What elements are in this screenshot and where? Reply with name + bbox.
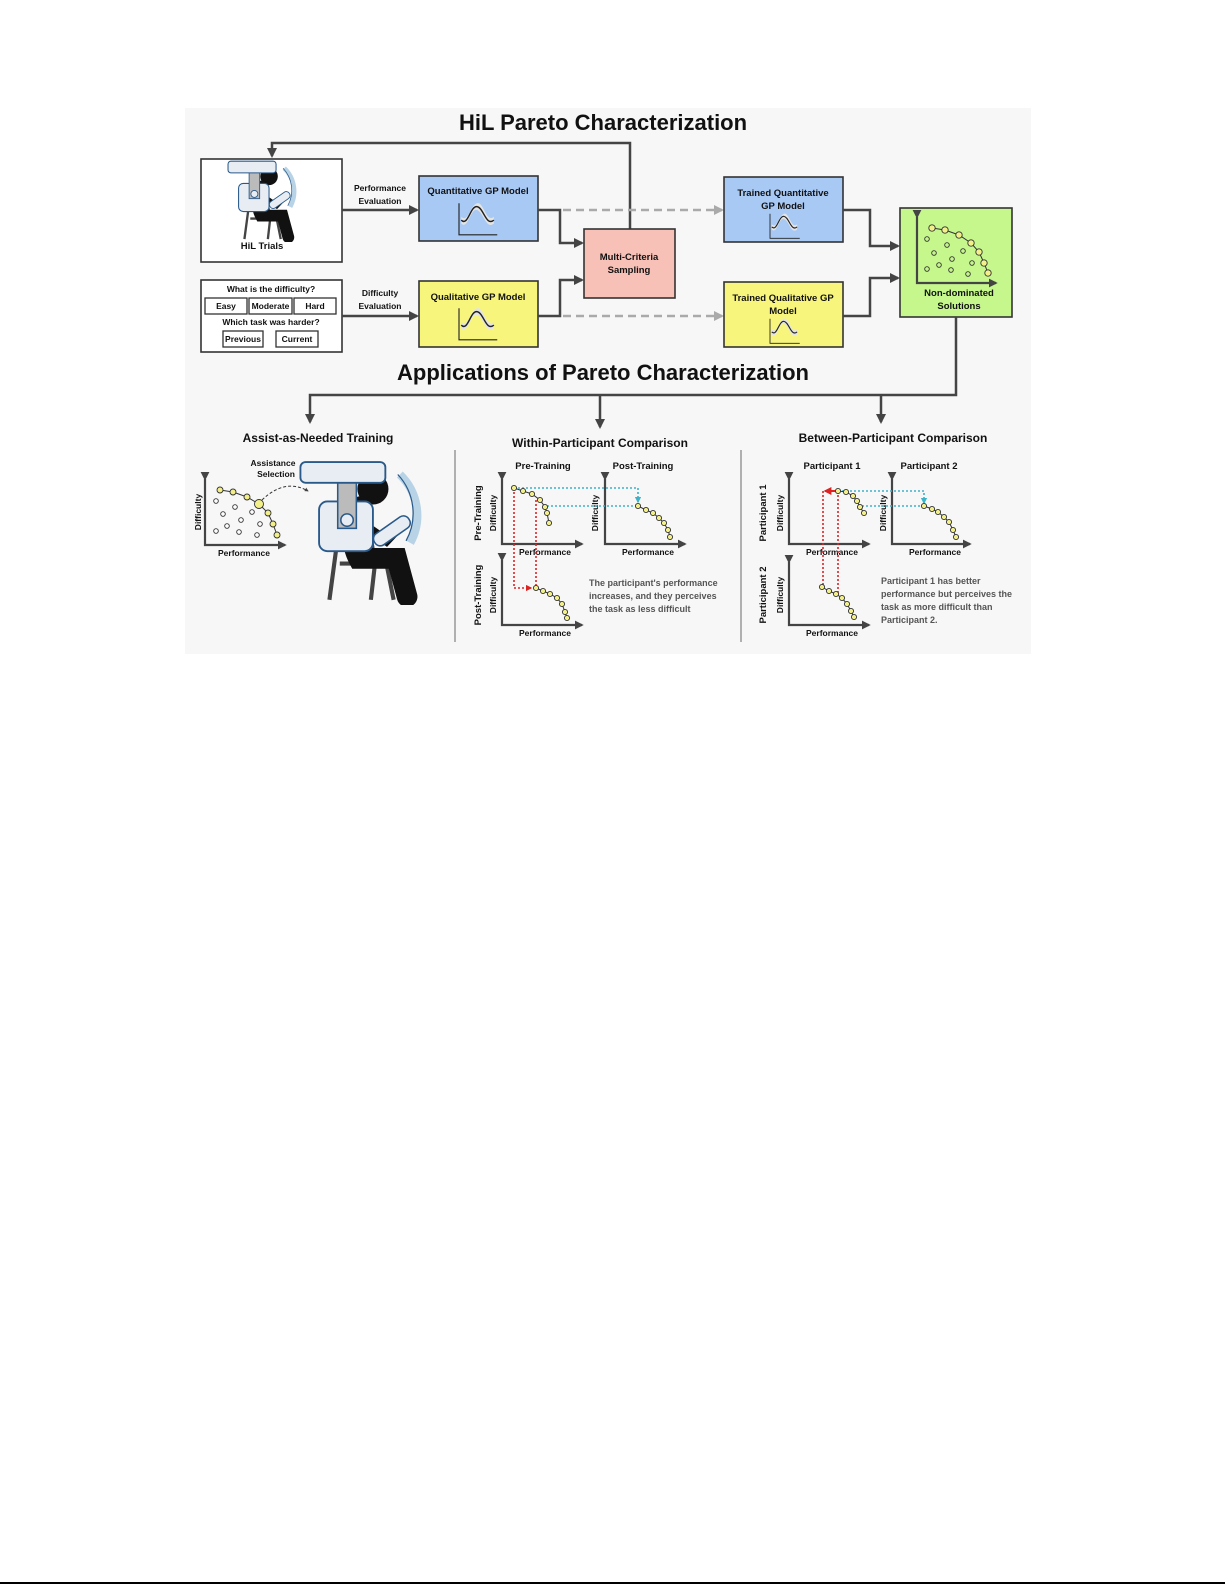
pareto-point xyxy=(968,240,974,246)
dominated-point xyxy=(221,512,226,517)
col-label: Participant 1 xyxy=(803,461,861,472)
pareto-point xyxy=(562,609,567,614)
svg-text:Moderate: Moderate xyxy=(251,301,290,311)
pareto-point xyxy=(544,510,549,515)
pareto-point xyxy=(985,270,991,276)
pareto-point xyxy=(667,534,672,539)
choice-current[interactable] xyxy=(276,331,318,347)
assistance-selection-label: Selection xyxy=(257,469,295,479)
col-label: Pre-Training xyxy=(515,461,571,472)
pareto-point xyxy=(511,485,516,490)
pareto-point xyxy=(953,534,958,539)
pareto-point xyxy=(956,232,962,238)
pareto-point xyxy=(265,510,271,516)
svg-text:Trained Qualitative GP: Trained Qualitative GP xyxy=(732,293,834,304)
difficulty-question: What is the difficulty? xyxy=(226,284,316,294)
performance-evaluation-label-2: Evaluation xyxy=(358,196,402,206)
pareto-point xyxy=(274,532,280,538)
svg-text:Previous: Previous xyxy=(225,334,261,344)
svg-text:Trained Quantitative: Trained Quantitative xyxy=(737,188,829,199)
pareto-point xyxy=(540,588,545,593)
pareto-point xyxy=(635,503,640,508)
col-label: Post-Training xyxy=(612,461,674,472)
svg-text:Quantitative GP Model: Quantitative GP Model xyxy=(427,186,529,197)
dominated-point xyxy=(237,530,242,535)
pareto-point xyxy=(929,225,935,231)
option-moderate[interactable] xyxy=(249,298,292,314)
option-easy[interactable] xyxy=(205,298,247,314)
svg-text:Performance: Performance xyxy=(519,628,571,638)
pareto-point xyxy=(950,527,955,532)
dominated-point xyxy=(233,505,238,510)
pareto-point xyxy=(942,227,948,233)
svg-text:Solutions: Solutions xyxy=(937,301,981,312)
between-note: performance but perceives the xyxy=(881,589,1013,599)
hil-trials-label: HiL Trials xyxy=(240,241,284,252)
svg-text:Performance: Performance xyxy=(622,547,674,557)
pareto-point xyxy=(656,515,661,520)
row-label: Post-Training xyxy=(473,564,484,626)
pareto-point xyxy=(861,510,866,515)
performance-evaluation-label-1: Performance xyxy=(354,183,406,193)
svg-text:Qualitative GP Model: Qualitative GP Model xyxy=(430,292,526,303)
between-note: Participant 1 has better xyxy=(881,576,981,586)
svg-text:Current: Current xyxy=(281,334,313,344)
between-note: task as more difficult than xyxy=(881,602,993,612)
pareto-point xyxy=(533,585,538,590)
applications-title: Applications of Pareto Characterization xyxy=(397,360,809,385)
between-title: Between-Participant Comparison xyxy=(798,431,988,445)
non-dominated-solutions-box xyxy=(900,208,1012,317)
quantitative-gp-model-box xyxy=(419,176,538,241)
pareto-point xyxy=(217,487,223,493)
pareto-point xyxy=(547,591,552,596)
pareto-point xyxy=(854,498,859,503)
pareto-point xyxy=(661,520,666,525)
pareto-point xyxy=(270,521,276,527)
pareto-point xyxy=(848,608,853,613)
pareto-point xyxy=(844,601,849,606)
assistance-selection-label: Assistance xyxy=(250,458,296,468)
pareto-point xyxy=(244,494,250,500)
pareto-point xyxy=(546,520,551,525)
pareto-point xyxy=(520,488,525,493)
pareto-point xyxy=(850,493,855,498)
pareto-point xyxy=(946,519,951,524)
difficulty-evaluation-label-1: Difficulty xyxy=(361,288,399,298)
trained-qualitative-gp-model-box xyxy=(724,282,843,347)
pareto-point xyxy=(981,260,987,266)
svg-text:Performance: Performance xyxy=(806,547,858,557)
svg-text:Difficulty: Difficulty xyxy=(590,494,600,532)
comparison-question: Which task was harder? xyxy=(222,317,320,327)
dominated-point xyxy=(214,529,219,534)
svg-text:Difficulty: Difficulty xyxy=(488,494,498,532)
svg-text:Performance: Performance xyxy=(909,547,961,557)
pareto-point xyxy=(935,509,940,514)
pareto-point xyxy=(559,601,564,606)
svg-text:Performance: Performance xyxy=(806,628,858,638)
dominated-point xyxy=(239,518,244,523)
dominated-point xyxy=(250,510,255,515)
assist-ylabel: Difficulty xyxy=(193,493,203,531)
pareto-point xyxy=(976,249,982,255)
pareto-point xyxy=(929,506,934,511)
svg-text:Multi-Criteria: Multi-Criteria xyxy=(599,252,659,263)
row-label: Participant 1 xyxy=(758,484,769,542)
svg-text:Difficulty: Difficulty xyxy=(775,576,785,614)
svg-text:GP Model: GP Model xyxy=(761,201,805,212)
pareto-point xyxy=(833,591,838,596)
pareto-point xyxy=(554,595,559,600)
within-note: the task as less difficult xyxy=(589,604,691,614)
within-note: The participant's performance xyxy=(589,578,718,588)
assist-xlabel: Performance xyxy=(218,548,270,558)
selected-point xyxy=(255,500,264,509)
pareto-point xyxy=(851,614,856,619)
dominated-point xyxy=(225,524,230,529)
qualitative-gp-model-box xyxy=(419,281,538,347)
difficulty-evaluation-label-2: Evaluation xyxy=(358,301,402,311)
pareto-point xyxy=(843,489,848,494)
svg-text:Difficulty: Difficulty xyxy=(878,494,888,532)
pareto-point xyxy=(835,488,840,493)
svg-text:Difficulty: Difficulty xyxy=(775,494,785,532)
row-label: Participant 2 xyxy=(758,566,769,624)
pareto-point xyxy=(650,510,655,515)
between-note: Participant 2. xyxy=(881,615,938,625)
hil-trials-box xyxy=(201,159,342,262)
pareto-point xyxy=(564,615,569,620)
questionnaire-box xyxy=(201,280,342,352)
within-note: increases, and they perceives xyxy=(589,591,717,601)
pareto-point xyxy=(643,507,648,512)
pareto-point xyxy=(819,584,824,589)
main-title: HiL Pareto Characterization xyxy=(458,110,748,135)
dominated-point xyxy=(258,522,263,527)
pareto-point xyxy=(921,503,926,508)
assist-title: Assist-as-Needed Training xyxy=(242,431,394,445)
svg-text:Non-dominated: Non-dominated xyxy=(924,288,994,299)
pareto-point xyxy=(230,489,236,495)
within-title: Within-Participant Comparison xyxy=(512,436,688,450)
option-hard[interactable] xyxy=(294,298,336,314)
svg-text:Hard: Hard xyxy=(305,301,325,311)
pareto-point xyxy=(839,595,844,600)
choice-previous[interactable] xyxy=(223,331,263,347)
trained-quantitative-gp-model-box xyxy=(724,177,843,242)
pareto-point xyxy=(857,504,862,509)
pareto-point xyxy=(665,527,670,532)
pareto-point xyxy=(826,588,831,593)
svg-text:Model: Model xyxy=(769,306,797,317)
dominated-point xyxy=(214,499,219,504)
row-label: Pre-Training xyxy=(473,485,484,541)
svg-text:Difficulty: Difficulty xyxy=(488,576,498,614)
pareto-point xyxy=(542,504,547,509)
col-label: Participant 2 xyxy=(900,461,958,472)
svg-text:Performance: Performance xyxy=(519,547,571,557)
pareto-point xyxy=(941,514,946,519)
dominated-point xyxy=(255,533,260,538)
multi-criteria-sampling-box xyxy=(584,229,675,298)
pareto-point xyxy=(529,491,534,496)
pareto-point xyxy=(537,497,542,502)
svg-text:Sampling: Sampling xyxy=(607,265,651,276)
svg-text:Easy: Easy xyxy=(216,301,236,311)
